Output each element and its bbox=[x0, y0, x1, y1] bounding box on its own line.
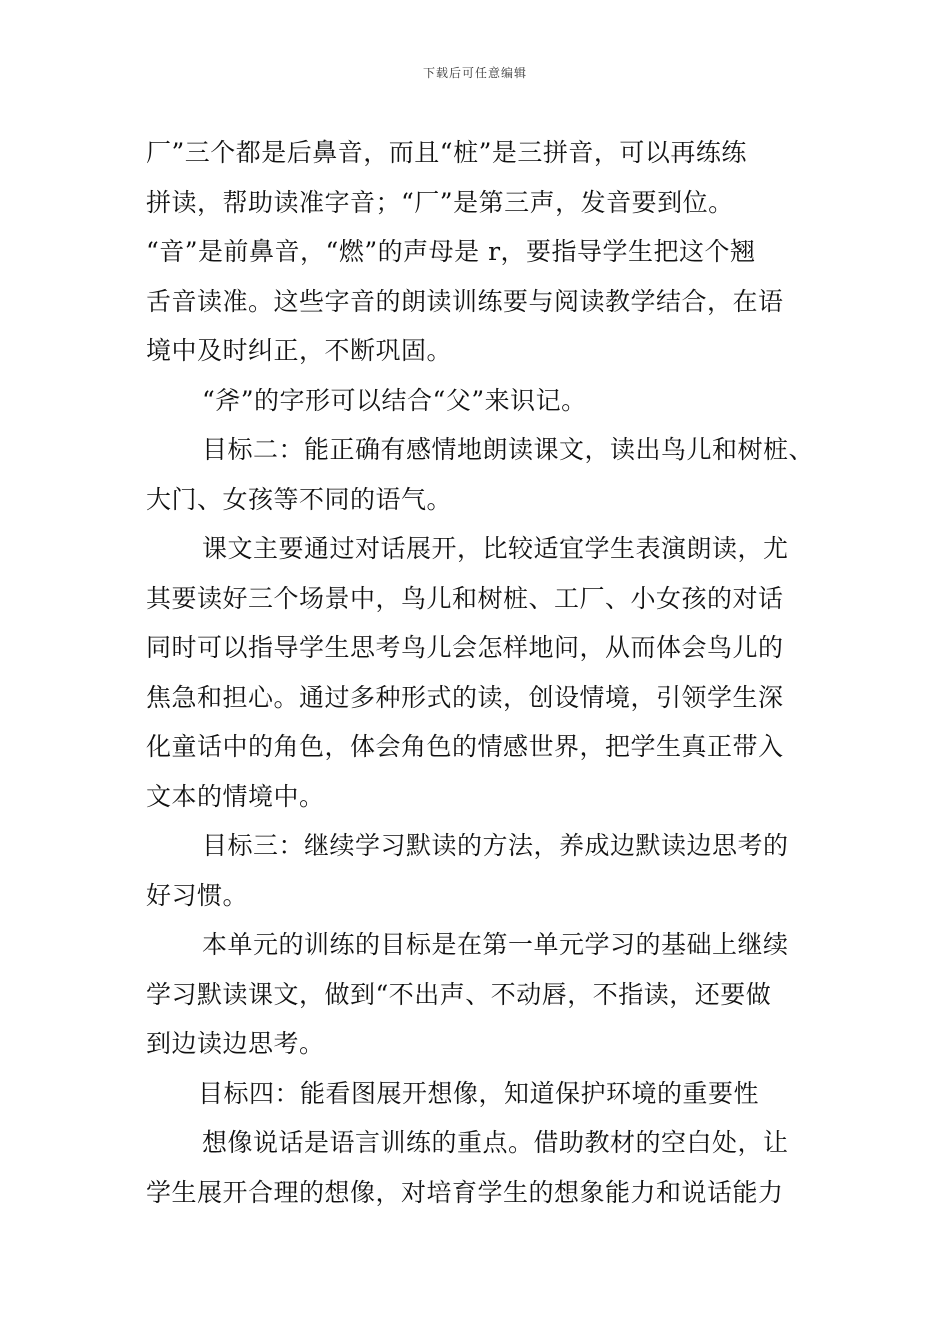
text-line: 拼读，帮助读准字音；“厂”是第三声，发音要到位。 bbox=[146, 187, 734, 217]
text-line: 焦急和担心。通过多种形式的读，创设情境，引领学生深 bbox=[146, 682, 784, 712]
text-line: 化童话中的角色，体会角色的情感世界，把学生真正带入 bbox=[146, 732, 784, 761]
document-body bbox=[146, 128, 815, 1217]
text-line: 学生展开合理的想像，对培育学生的想象能力和说话能力 bbox=[146, 1177, 784, 1207]
text-line: 好习惯。 bbox=[146, 880, 249, 910]
text-line: “斧”的字形可以结合“父”来识记。 bbox=[202, 385, 587, 415]
goal-heading: 目标四：能看图展开想像，知道保护环境的重要性 bbox=[198, 1078, 760, 1108]
text-line: 到边读边思考。 bbox=[146, 1029, 325, 1058]
text-line: 学习默读课文，做到“不出声、不动唇，不指读，还要做 bbox=[146, 979, 772, 1009]
text-line: 课文主要通过对话展开，比较适宜学生表演朗读，尤 bbox=[202, 534, 789, 563]
text-line: 同时可以指导学生思考鸟儿会怎样地问，从而体会鸟儿的 bbox=[146, 633, 784, 662]
text-line: 本单元的训练的目标是在第一单元学习的基础上继续 bbox=[202, 930, 789, 959]
page-header: 下载后可任意编辑 bbox=[422, 66, 527, 80]
goal-heading: 目标二：能正确有感情地朗读课文，读出鸟儿和树桩、 bbox=[202, 435, 815, 464]
text-line: 大门、女孩等不同的语气。 bbox=[146, 484, 453, 514]
text-line: 境中及时纠正，不断巩固。 bbox=[146, 336, 453, 365]
text-line: “音”是前鼻音，“燃”的声母是 r，要指导学生把这个翘 bbox=[146, 237, 756, 266]
text-line: 厂”三个都是后鼻音，而且“桩”是三拼音，可以再练练 bbox=[146, 138, 747, 167]
goal-heading: 目标三：继续学习默读的方法，养成边默读边思考的 bbox=[202, 831, 789, 860]
text-line: 想像说话是语言训练的重点。借助教材的空白处，让 bbox=[202, 1128, 789, 1157]
text-line: 其要读好三个场景中，鸟儿和树桩、工厂、小女孩的对话 bbox=[146, 583, 784, 613]
text-line: 文本的情境中。 bbox=[146, 781, 325, 811]
text-line: 舌音读准。这些字音的朗读训练要与阅读教学结合，在语 bbox=[146, 286, 784, 316]
